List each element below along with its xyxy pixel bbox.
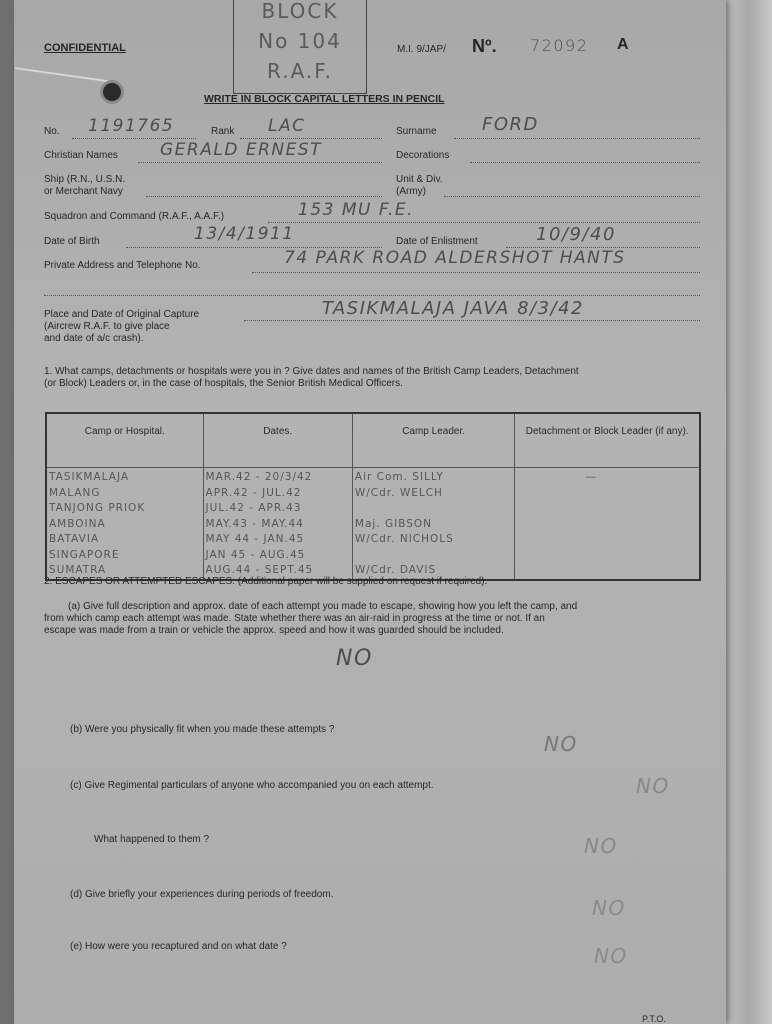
dob-value: 13/4/1911	[194, 224, 295, 244]
capture-label-1: Place and Date of Original Capture	[44, 309, 200, 320]
tag-string	[14, 67, 114, 89]
ship-label-1: Ship (R.N., U.S.N.	[44, 174, 126, 185]
question-2-heading: 2. ESCAPES OR ATTEMPTED ESCAPES. (Additional paper will be supplied on request if required).	[44, 576, 488, 587]
squadron-value: 153 MU F.E.	[298, 200, 415, 220]
camp-name: BATAVIA	[49, 533, 100, 545]
unit-label-2: (Army)	[396, 186, 426, 197]
stamp-line-2: No 104	[258, 29, 342, 53]
enlistment-label: Date of Enlistment	[396, 236, 478, 247]
ship-label-2: or Merchant Navy	[44, 186, 123, 197]
header-camp: Camp or Hospital.	[46, 413, 203, 468]
camp-leader: W/Cdr. DAVIS	[354, 564, 437, 576]
block-stamp	[233, 0, 367, 94]
dob-label: Date of Birth	[44, 236, 100, 247]
form-sheet	[14, 0, 726, 1024]
stamp-line-1: BLOCK	[261, 0, 339, 23]
camp-leader	[355, 548, 514, 564]
capture-value: TASIKMALAJA JAVA 8/3/42	[322, 298, 585, 319]
rank-value: LAC	[268, 116, 306, 136]
camps-table	[45, 412, 701, 581]
answer-2d: NO	[592, 896, 626, 920]
camp-column	[46, 468, 203, 580]
header-camp-leader: Camp Leader.	[352, 413, 514, 468]
christian-names-value: GERALD ERNEST	[160, 140, 323, 160]
camp-dates: JAN 45 - AUG.45	[205, 548, 306, 561]
unit-label-1: Unit & Div.	[396, 174, 443, 185]
question-2a-line-1: (a) Give full description and approx. date of each attempt you made to escape, showing how you left the camp, and	[68, 601, 578, 612]
camp-leader: Air Com. SILLY	[354, 471, 444, 483]
punch-hole	[100, 80, 124, 104]
answer-2c: NO	[636, 774, 670, 798]
number-label: Nº.	[472, 36, 497, 56]
camp-dates: MAR.42 - 20/3/42	[205, 471, 313, 483]
camp-leader	[355, 501, 514, 517]
camp-leader: W/Cdr. WELCH	[354, 486, 443, 499]
capture-label-3: and date of a/c crash).	[44, 333, 144, 344]
question-1-line-1: 1. What camps, detachments or hospitals were you in ? Give dates and names of the British Camp Leaders, Detachment	[44, 366, 579, 377]
stamp-line-3: R.A.F.	[267, 59, 333, 83]
question-2a-line-3: escape was made from a train or vehicle the approx. speed and how it was guarded should be included.	[44, 625, 504, 636]
question-2c-followup: What happened to them ?	[94, 834, 210, 845]
pto-footer: P.T.O.	[642, 1014, 666, 1024]
no-label: No.	[44, 126, 60, 137]
answer-2a: NO	[336, 646, 373, 671]
camp-dates: APR.42 - JUL.42	[205, 486, 302, 499]
address-value: 74 PARK ROAD ALDERSHOT HANTS	[284, 248, 626, 268]
camp-name: SINGAPORE	[49, 548, 120, 561]
leader-column	[352, 468, 514, 580]
form-series: A	[617, 36, 629, 53]
instruction-heading: WRITE IN BLOCK CAPITAL LETTERS IN PENCIL	[204, 93, 445, 105]
decorations-label: Decorations	[396, 150, 450, 161]
camp-dates: MAY.43 - MAY.44	[205, 517, 304, 530]
camp-name: SUMATRA	[49, 564, 107, 576]
camp-name: MALANG	[49, 486, 101, 499]
form-number: 72092	[530, 36, 589, 55]
dates-column	[203, 468, 352, 580]
detachment-column	[515, 468, 700, 580]
question-2b: (b) Were you physically fit when you made these attempts ?	[70, 724, 335, 735]
confidential-label: CONFIDENTIAL	[44, 42, 126, 54]
camp-leader: Maj. GIBSON	[354, 517, 433, 530]
address-label: Private Address and Telephone No.	[44, 260, 201, 271]
camp-leader: W/Cdr. NICHOLS	[354, 533, 454, 545]
question-2a-line-2: from which camp each attempt was made. State whether there was an air-raid in progress at the time or not. If an	[44, 613, 545, 624]
rank-label: Rank	[211, 126, 235, 137]
camp-name: TANJONG PRIOK	[49, 502, 146, 514]
camp-name: TASIKMALAJA	[49, 471, 130, 483]
camp-dates: JUL.42 - APR.43	[205, 502, 302, 514]
header-dates: Dates.	[203, 413, 352, 468]
question-2d: (d) Give briefly your experiences during periods of freedom.	[70, 889, 334, 900]
form-reference: M.I. 9/JAP/	[397, 44, 446, 55]
answer-2e: NO	[594, 944, 628, 968]
surname-label: Surname	[396, 126, 437, 137]
question-2c: (c) Give Regimental particulars of anyone who accompanied you on each attempt.	[70, 780, 434, 791]
answer-2b: NO	[544, 732, 578, 756]
question-2e: (e) How were you recaptured and on what date ?	[70, 941, 287, 952]
christian-names-label: Christian Names	[44, 150, 118, 161]
camp-dates: MAY 44 - JAN.45	[205, 533, 305, 545]
enlistment-value: 10/9/40	[536, 224, 616, 245]
capture-label-2: (Aircrew R.A.F. to give place	[44, 321, 170, 332]
detachment-dash: —	[585, 471, 597, 483]
surname-value: FORD	[482, 114, 539, 135]
camp-dates: AUG.44 - SEPT.45	[205, 564, 314, 576]
squadron-label: Squadron and Command (R.A.F., A.A.F.)	[44, 211, 225, 222]
camp-name: AMBOINA	[49, 517, 106, 530]
answer-2c-followup: NO	[584, 834, 618, 858]
header-detachment: Detachment or Block Leader (if any).	[515, 413, 700, 468]
service-number: 1191765	[88, 116, 175, 136]
question-1-line-2: (or Block) Leaders or, in the case of hospitals, the Senior British Medical Officers.	[44, 378, 403, 389]
